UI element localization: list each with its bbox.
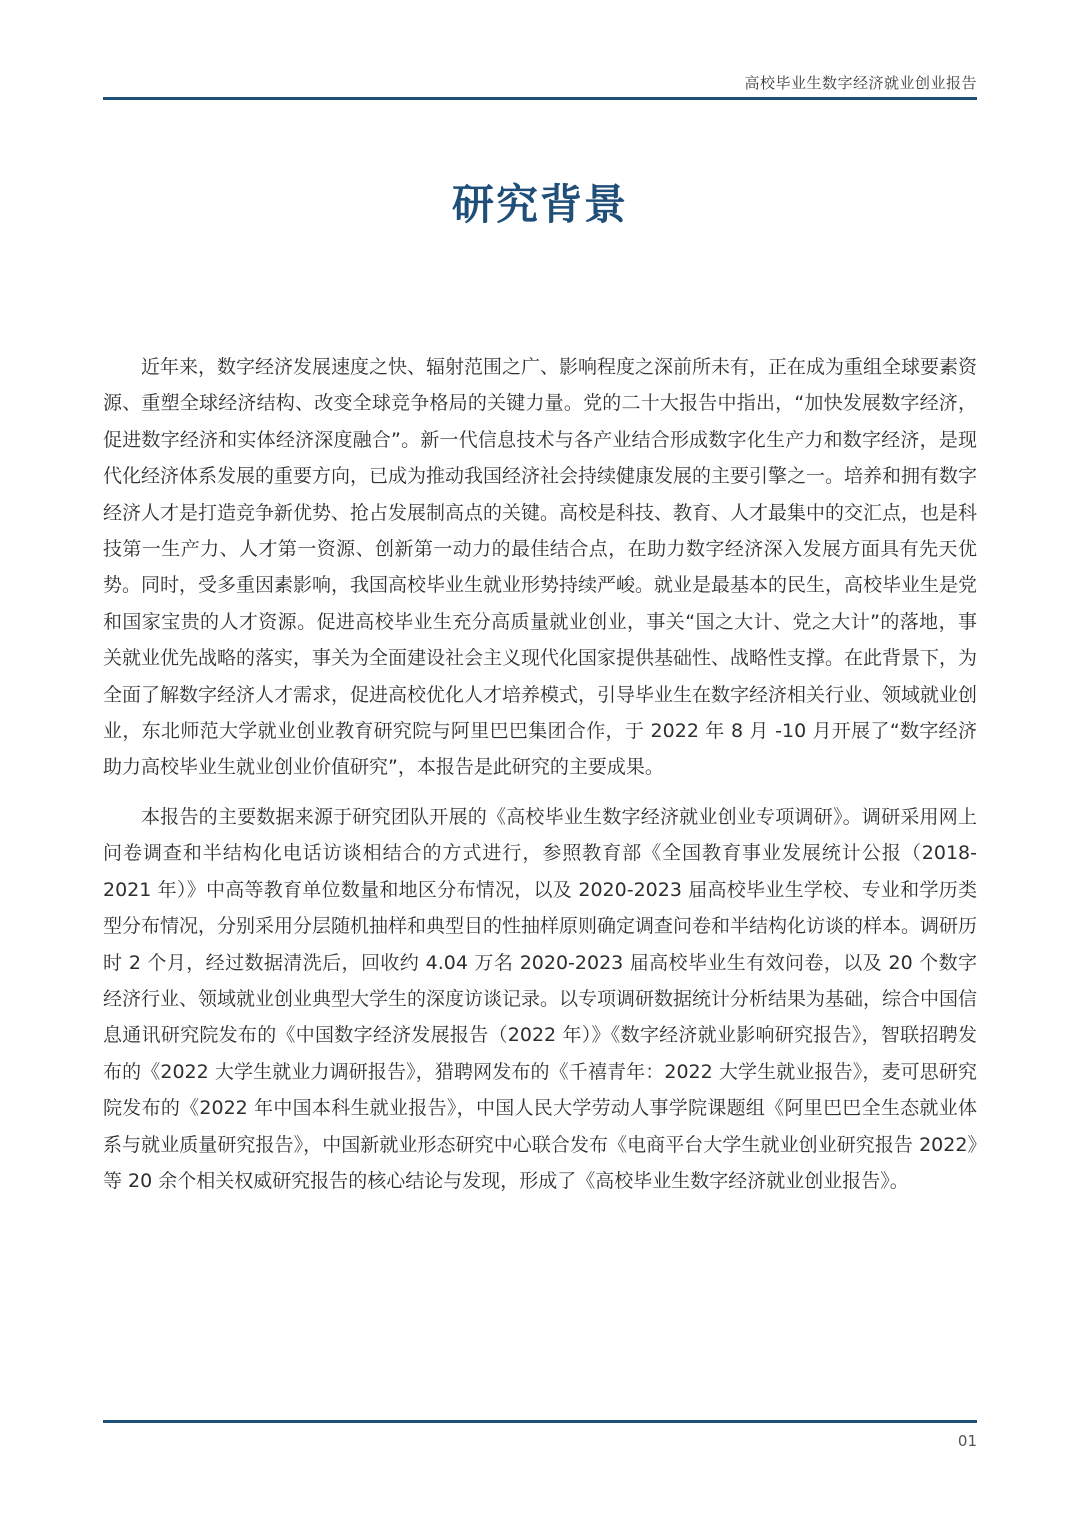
header-divider xyxy=(103,97,977,100)
footer-divider xyxy=(103,1420,977,1423)
page-number: 01 xyxy=(957,1432,977,1450)
body-text xyxy=(103,349,977,1212)
page-title: 研究背景 xyxy=(451,180,628,229)
running-header-title: 高校毕业生数字经济就业创业报告 xyxy=(744,74,977,92)
paragraph-data-sources: 本报告的主要数据来源于研究团队开展的《高校毕业生数字经济就业创业专项调研》。调研采用网上问卷调查和半结构化电话访谈相结合的方式进行，参照教育部《全国教育事业发展统计公报（2018-2021 年）》中高等教育单位数量和地区分布情况，以及 2020-2023 届高校毕业生学校、专业和学历类型分布情况，分别采用分层随机抽样和典型目的性抽样原则确定调查问卷和半结构化访谈的样本。调研历时 2 个月，经过数据清洗后，回收约 4.04 万名 2020-2023 届高校毕业生有效问卷，以及 20 个数字经济行业、领域就业创业典型大学生的深度访谈记录。以专项调研数据统计分析结果为基础，综合中国信息通讯研究院发布的《中国数字经济发展报告（2022 年）》《数字经济就业影响研究报告》，智联招聘发布的《2022 大学生就业力调研报告》，猎聘网发布的《千禧青年：2022 大学生就业报告》，麦可思研究院发布的《2022 年中国本科生就业报告》，中国人民大学劳动人事学院课题组《阿里巴巴全生态就业体系与就业质量研究报告》，中国新就业形态研究中心联合发布《电商平台大学生就业创业研究报告 2022》等 20 余个相关权威研究报告的核心结论与发现，形成了《高校毕业生数字经济就业创业报告》。 xyxy=(103,805,978,1192)
paragraph-background: 近年来，数字经济发展速度之快、辐射范围之广、影响程度之深前所未有，正在成为重组全球要素资源、重塑全球经济结构、改变全球竞争格局的关键力量。党的二十大报告中指出，“加快发展数字经济，促进数字经济和实体经济深度融合”。新一代信息技术与各产业结合形成数字化生产力和数字经济，是现代化经济体系发展的重要方向，已成为推动我国经济社会持续健康发展的主要引擎之一。培养和拥有数字经济人才是打造竞争新优势、抢占发展制高点的关键。高校是科技、教育、人才最集中的交汇点，也是科技第一生产力、人才第一资源、创新第一动力的最佳结合点，在助力数字经济深入发展方面具有先天优势。同时，受多重因素影响，我国高校毕业生就业形势持续严峻。就业是最基本的民生，高校毕业生是党和国家宝贵的人才资源。促进高校毕业生充分高质量就业创业，事关“国之大计、党之大计”的落地，事关就业优先战略的落实，事关为全面建设社会主义现代化国家提供基础性、战略性支撑。在此背景下，为全面了解数字经济人才需求，促进高校优化人才培养模式，引导毕业生在数字经济相关行业、领域就业创业，东北师范大学就业创业教育研究院与阿里巴巴集团合作，于 2022 年 8 月 -10 月开展了“数字经济助力高校毕业生就业创业价值研究”，本报告是此研究的主要成果。 xyxy=(103,356,978,779)
